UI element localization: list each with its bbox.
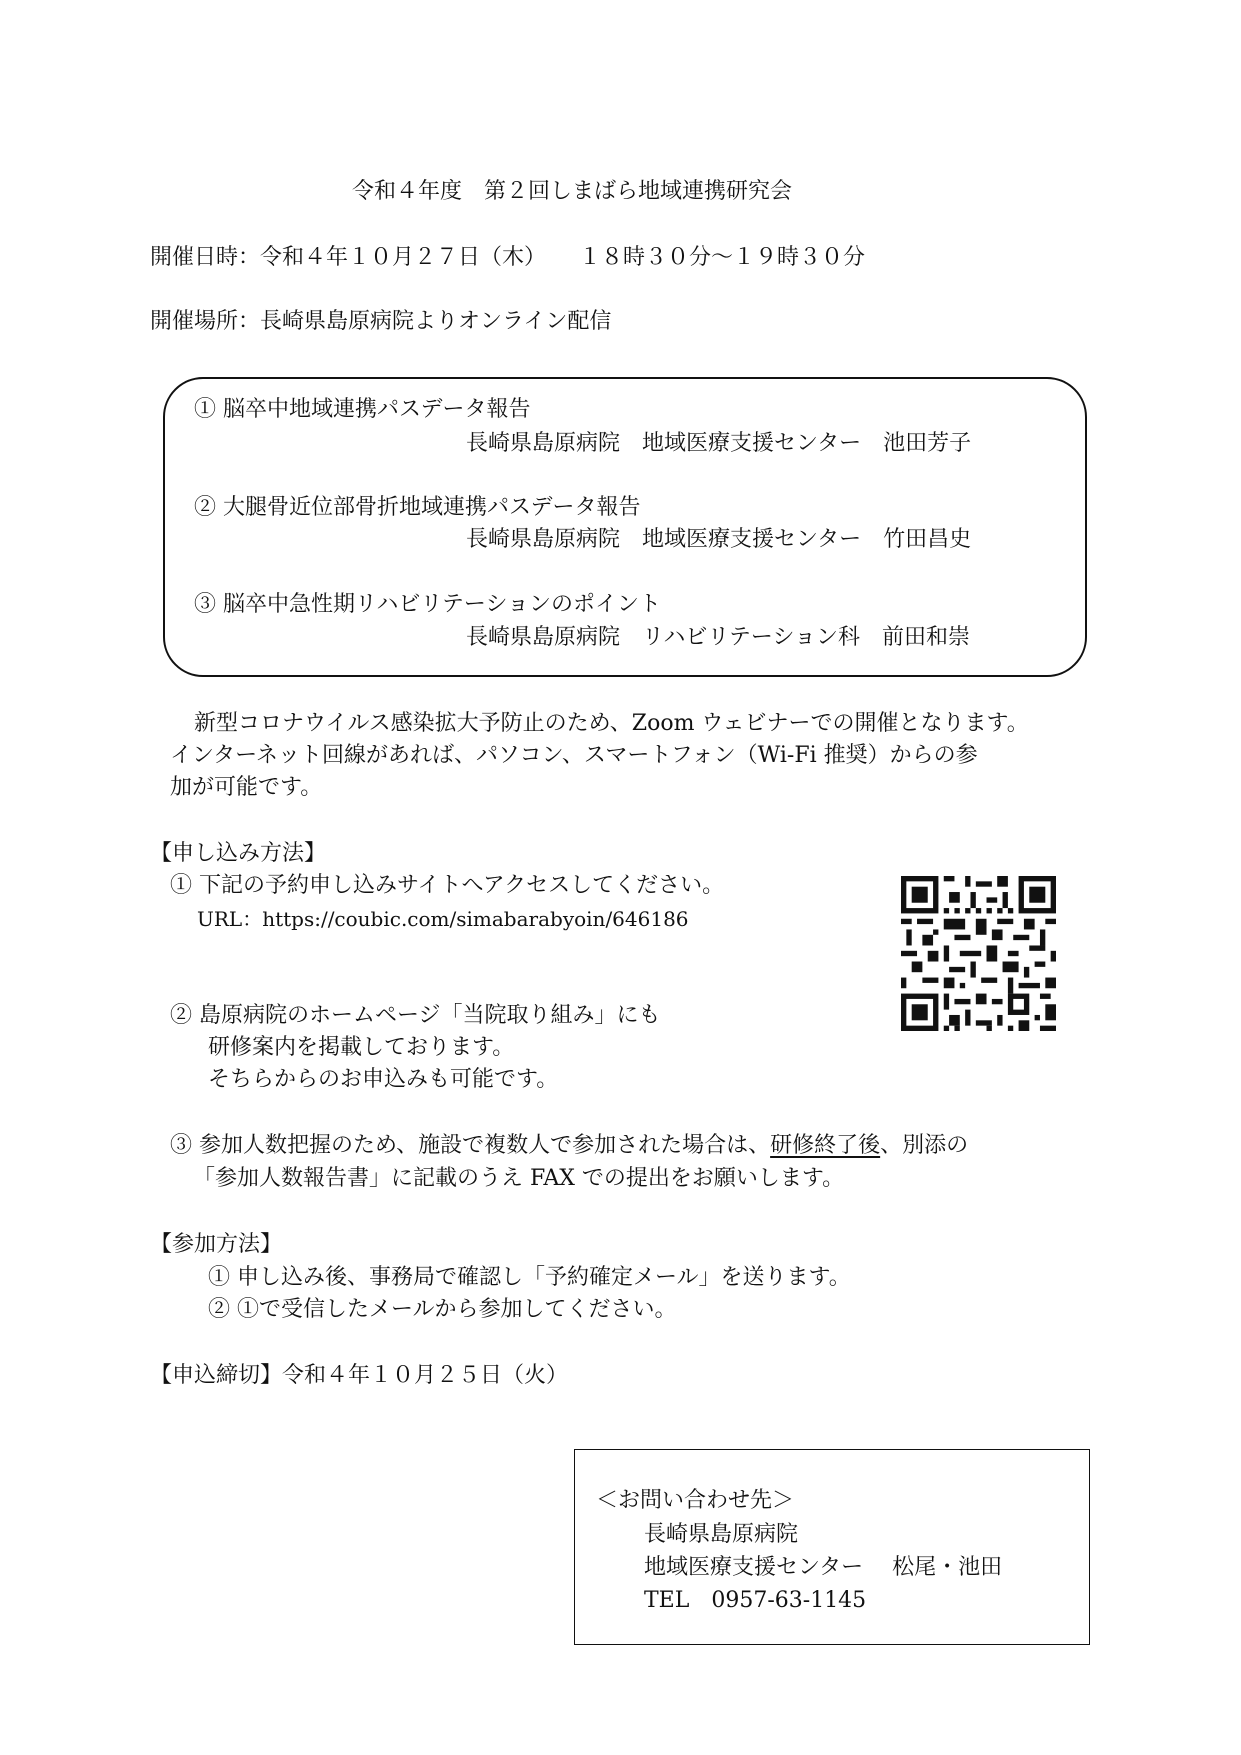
apply-step-2-line-1: ② 島原病院のホームページ「当院取り組み」にも xyxy=(170,1003,661,1028)
contact-tel: TEL 0957-63-1145 xyxy=(644,1588,867,1613)
program-topic-1: ① 脳卒中地域連携パスデータ報告 xyxy=(194,397,531,422)
join-step-1: ① 申し込み後、事務局で確認し「予約確定メール」を送ります。 xyxy=(208,1265,851,1290)
contact-org: 長崎県島原病院 xyxy=(644,1522,799,1547)
program-presenter-2: 長崎県島原病院 地域医療支援センター 竹田昌史 xyxy=(466,527,972,552)
contact-heading: ＜お問い合わせ先＞ xyxy=(596,1488,795,1513)
join-step-2: ② ①で受信したメールから参加してください。 xyxy=(208,1297,677,1322)
event-venue: 開催場所：長崎県島原病院よりオンライン配信 xyxy=(150,309,612,334)
apply-step-2-line-2: 研修案内を掲載しております。 xyxy=(208,1035,515,1060)
apply-step-2-line-3: そちらからのお申込みも可能です。 xyxy=(208,1067,559,1092)
apply-step-3-underlined: 研修終了後 xyxy=(770,1133,881,1158)
apply-step-3-line-1 xyxy=(170,1135,968,1157)
program-topic-3: ③ 脳卒中急性期リハビリテーションのポイント xyxy=(194,592,662,617)
qr-code-icon[interactable] xyxy=(901,876,1056,1031)
apply-step-3-line-2: 「参加人数報告書」に記載のうえ FAX での提出をお願いします。 xyxy=(193,1166,845,1191)
intro-line-1: 新型コロナウイルス感染拡大予防止のため、Zoom ウェビナーでの開催となります。 xyxy=(194,711,1029,736)
deadline: 【申込締切】令和４年１０月２５日（火） xyxy=(150,1363,569,1388)
program-presenter-3: 長崎県島原病院 リハビリテーション科 前田和崇 xyxy=(466,625,971,650)
apply-step-3-text-a: ③ 参加人数把握のため、施設で複数人で参加された場合は、 xyxy=(170,1133,771,1158)
contact-box xyxy=(574,1449,1090,1645)
apply-heading: 【申し込み方法】 xyxy=(150,841,327,866)
program-presenter-1: 長崎県島原病院 地域医療支援センター 池田芳子 xyxy=(466,431,972,456)
program-topic-2: ② 大腿骨近位部骨折地域連携パスデータ報告 xyxy=(194,495,641,520)
apply-step-3-text-b: 、別添の xyxy=(880,1133,969,1158)
join-heading: 【参加方法】 xyxy=(150,1232,283,1257)
apply-url[interactable]: URL：https://coubic.com/simabarabyoin/646186 xyxy=(197,907,689,931)
intro-line-2: インターネット回線があれば、パソコン、スマートフォン（Wi-Fi 推奨）からの参 xyxy=(170,743,978,768)
event-datetime: 開催日時：令和４年１０月２７日（木） １８時３０分～１９時３０分 xyxy=(150,245,866,270)
page-title: 令和４年度 第２回しまばら地域連携研究会 xyxy=(352,179,793,204)
apply-step-1: ① 下記の予約申し込みサイトへアクセスしてください。 xyxy=(170,873,725,898)
intro-line-3: 加が可能です。 xyxy=(170,775,323,800)
contact-dept: 地域医療支援センター 松尾・池田 xyxy=(644,1555,1003,1580)
